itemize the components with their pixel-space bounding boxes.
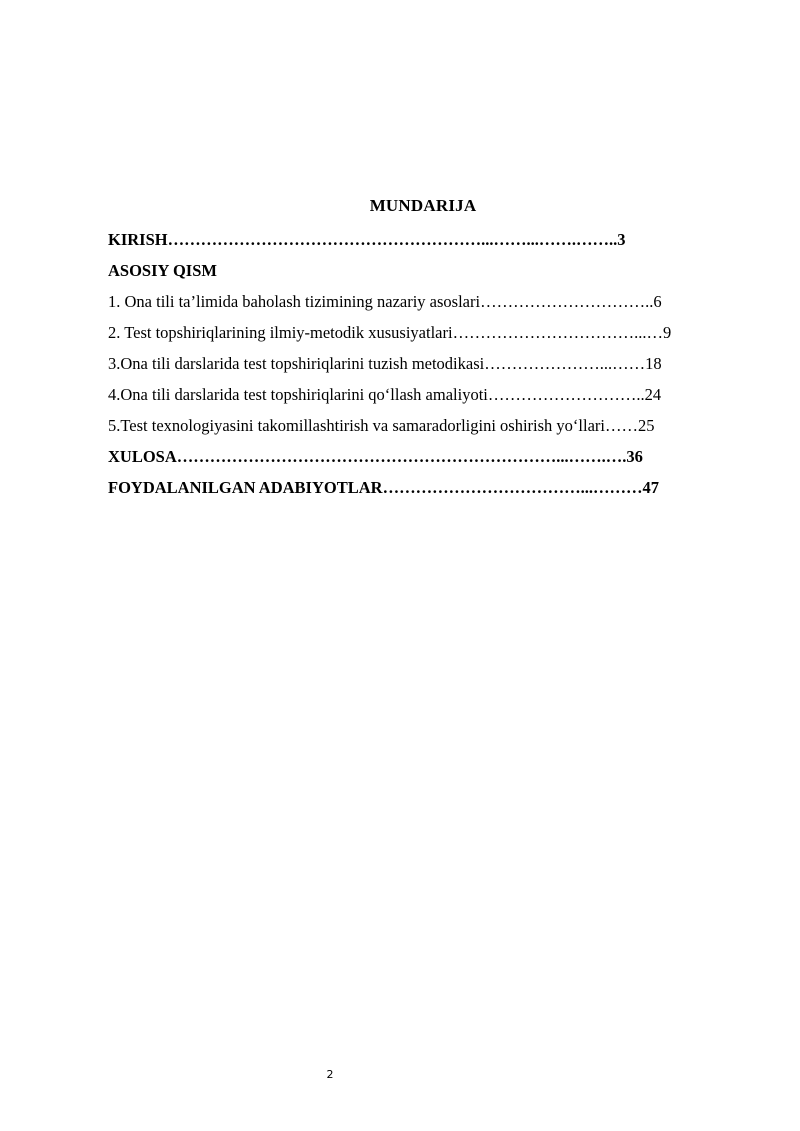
- toc-entry-page: 9: [662, 323, 672, 342]
- toc-entry-leader: ……………………………………………………………...…….….: [176, 447, 627, 466]
- toc-entry-leader: …………………………..: [480, 292, 654, 311]
- toc-entry-kirish: [108, 228, 740, 259]
- toc-entry-page: 47: [642, 478, 659, 497]
- toc-entry-label: 5.Test texnologiyasini takomillashtirish va samaradorligini oshirish yo‘llari: [108, 416, 605, 435]
- toc-entry-page: 24: [644, 385, 662, 404]
- toc-entry-leader: ……………………………...…: [452, 323, 663, 342]
- toc-entry-label: 1. Ona tili ta’limida baholash tizimining nazariy asoslari: [108, 292, 481, 311]
- toc-entry-page: 25: [637, 416, 655, 435]
- toc-entry-leader: …………………………………………………...……...…….……..: [167, 230, 618, 249]
- toc-entry-label: KIRISH: [108, 230, 168, 249]
- toc-entry-5: [108, 414, 740, 445]
- toc-entry-leader: ……: [604, 416, 638, 435]
- toc-entry-page: 6: [653, 292, 662, 311]
- toc-entry-1: [108, 290, 740, 321]
- toc-entry-4: [108, 383, 740, 414]
- toc-entry-label: 4.Ona tili darslarida test topshiriqlarini qo‘llash amaliyoti: [108, 385, 488, 404]
- toc-entry-2: [108, 321, 740, 352]
- toc-entry-label: XULOSA: [108, 447, 177, 466]
- toc-entry-leader: …………………...……: [484, 354, 646, 373]
- table-of-contents: [108, 228, 740, 507]
- toc-entry-adabiyotlar: [108, 476, 740, 507]
- page-title: MUNDARIJA: [369, 196, 477, 215]
- toc-entry-xulosa: [108, 445, 740, 476]
- page-number: 2: [326, 1068, 334, 1081]
- toc-entry-label: FOYDALANILGAN ADABIYOTLAR: [108, 478, 383, 497]
- toc-entry-leader: ………………………………...………: [382, 478, 643, 497]
- toc-entry-page: 36: [626, 447, 643, 466]
- toc-entry-label: 2. Test topshiriqlarining ilmiy-metodik xususiyatlari: [108, 323, 453, 342]
- toc-entry-page: 3: [617, 230, 626, 249]
- toc-entry-leader: ………………………..: [487, 385, 645, 404]
- toc-entry-label: ASOSIY QISM: [108, 261, 217, 280]
- toc-entry-page: 18: [645, 354, 662, 373]
- toc-entry-asosiy-qism: [108, 259, 740, 290]
- toc-entry-label: 3.Ona tili darslarida test topshiriqlarini tuzish metodikasi: [108, 354, 485, 373]
- toc-entry-3: [108, 352, 740, 383]
